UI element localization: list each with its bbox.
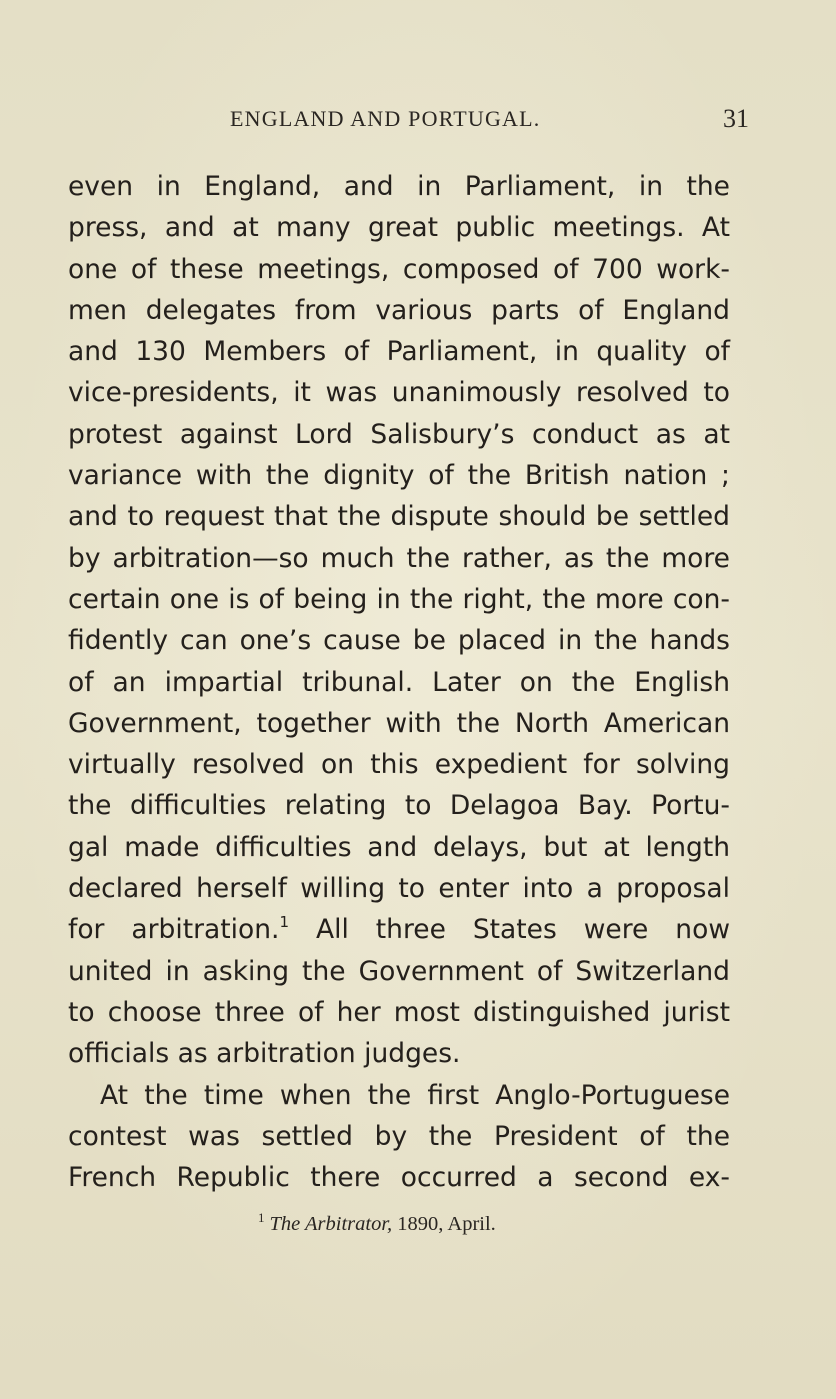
footnote-reference: 1 (279, 913, 289, 932)
text-line: variance with the dignity of the British nation ; (68, 460, 730, 492)
text-line: declared herself willing to enter into a proposal (68, 873, 730, 905)
text-line: protest against Lord Salisbury’s conduct as at (68, 418, 730, 450)
text-line: press, and at many great public meetings. At (68, 212, 730, 244)
text-line: men delegates from various parts of England (68, 294, 730, 326)
footnote-source-details: 1890, April. (397, 1213, 496, 1235)
text-line: Government, together with the North American (68, 707, 730, 739)
text-line: united in asking the Government of Switzerland (68, 955, 730, 987)
text-line: one of these meetings, composed of 700 work- (68, 253, 730, 285)
text-line: by arbitration—so much the rather, as the more (68, 542, 730, 574)
running-title: ENGLAND AND PORTUGAL. (230, 106, 541, 131)
text-line: French Republic there occurred a second ex- (68, 1162, 730, 1194)
text-line: contest was settled by the President of the (68, 1120, 730, 1152)
text-line: and to request that the dispute should be settled (68, 501, 730, 533)
body-text (68, 166, 730, 1198)
text-line: to choose three of her most distinguished jurist (68, 996, 730, 1028)
running-head (0, 106, 836, 136)
footnote (258, 1210, 496, 1236)
paragraph-start-line: At the time when the first Anglo-Portuguese (100, 1079, 730, 1111)
page-number: 31 (723, 104, 749, 133)
text-line: gal made difficulties and delays, but at length (68, 831, 730, 863)
text-line: of an impartial tribunal. Later on the English (68, 666, 730, 698)
text-segment: All three States were now (315, 914, 730, 946)
text-line-with-footnote (68, 909, 730, 950)
text-line: the difficulties relating to Delagoa Bay. Portu- (68, 790, 730, 822)
text-segment: for arbitration. (68, 914, 280, 946)
text-line: officials as arbitration judges. (68, 1038, 461, 1070)
text-line: fidently can one’s cause be placed in the hands (68, 625, 730, 657)
text-line: vice-presidents, it was unanimously resolved to (68, 377, 730, 409)
text-line: virtually resolved on this expedient for solving (68, 749, 730, 781)
text-line: certain one is of being in the right, the more con- (68, 583, 730, 615)
text-line: even in England, and in Parliament, in the (68, 171, 730, 202)
footnote-number: 1 (258, 1210, 265, 1225)
text-line: and 130 Members of Parliament, in quality of (68, 336, 730, 368)
footnote-source-title: The Arbitrator, (269, 1213, 393, 1235)
